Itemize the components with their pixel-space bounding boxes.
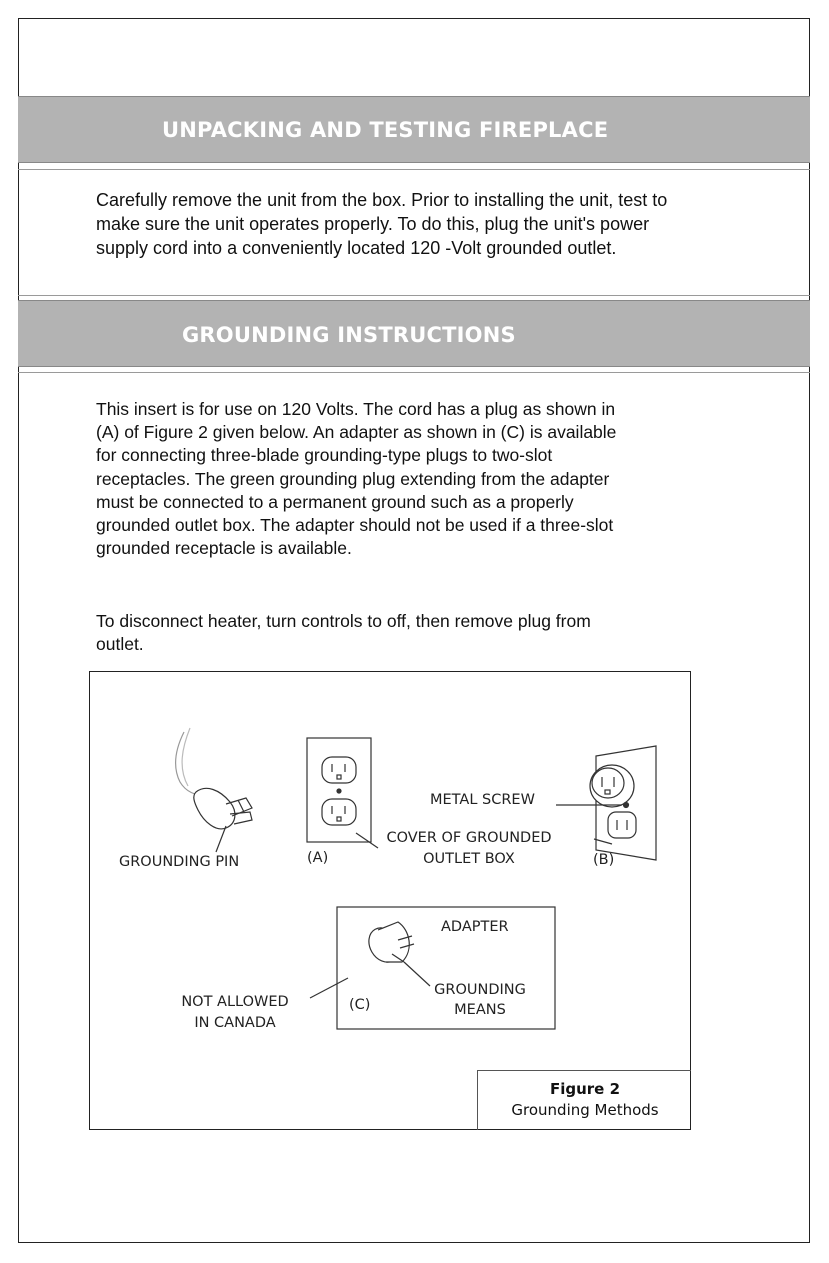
section-title-grounding: GROUNDING INSTRUCTIONS — [182, 323, 516, 347]
figure-caption-box — [477, 1070, 691, 1130]
label-metal-screw: METAL SCREW — [430, 792, 535, 808]
unpacking-paragraph: Carefully remove the unit from the box. Prior to installing the unit, test to make sure the unit operates properly. To do this, plug the unit's power supply cord into a conveniently located 120 -Volt grounded outlet. — [96, 190, 668, 258]
label-grounding-pin: GROUNDING PIN — [119, 854, 240, 870]
label-not-allowed-line2: IN CANADA — [194, 1015, 276, 1031]
label-a: (A) — [307, 850, 329, 866]
grounding-paragraph-1: This insert is for use on 120 Volts. The cord has a plug as shown in (A) of Figure 2 given below. An adapter as shown in (C) is available for connecting three-blade grounding-type plugs to two-slot receptacles. The green grounding plug extending from the adapter must be connected to a permanent ground such as a properly grounded outlet box. The adapter should not be used if a three-slot grounded receptacle is available. — [96, 399, 617, 559]
label-adapter: ADAPTER — [441, 919, 509, 935]
label-cover-line2: OUTLET BOX — [423, 851, 515, 867]
label-c: (C) — [349, 997, 371, 1013]
label-not-allowed-line1: NOT ALLOWED — [181, 994, 289, 1010]
section-title-unpacking: UNPACKING AND TESTING FIREPLACE — [162, 118, 609, 142]
label-cover-line1: COVER OF GROUNDED — [386, 830, 552, 846]
label-grounding-means-line2: MEANS — [454, 1002, 506, 1018]
figure-caption-subtitle: Grounding Methods — [511, 1101, 659, 1119]
label-grounding-means-line1: GROUNDING — [434, 982, 526, 998]
plug-icon — [176, 728, 252, 852]
grounding-paragraph-2: To disconnect heater, turn controls to off, then remove plug from outlet. — [96, 611, 591, 655]
figure-caption-title: Figure 2 — [549, 1080, 621, 1098]
label-b: (B) — [593, 852, 615, 868]
outlet-b-icon — [556, 746, 656, 860]
outlet-a-icon — [307, 738, 378, 848]
adapter-icon — [363, 922, 430, 986]
leader-line — [310, 978, 348, 998]
